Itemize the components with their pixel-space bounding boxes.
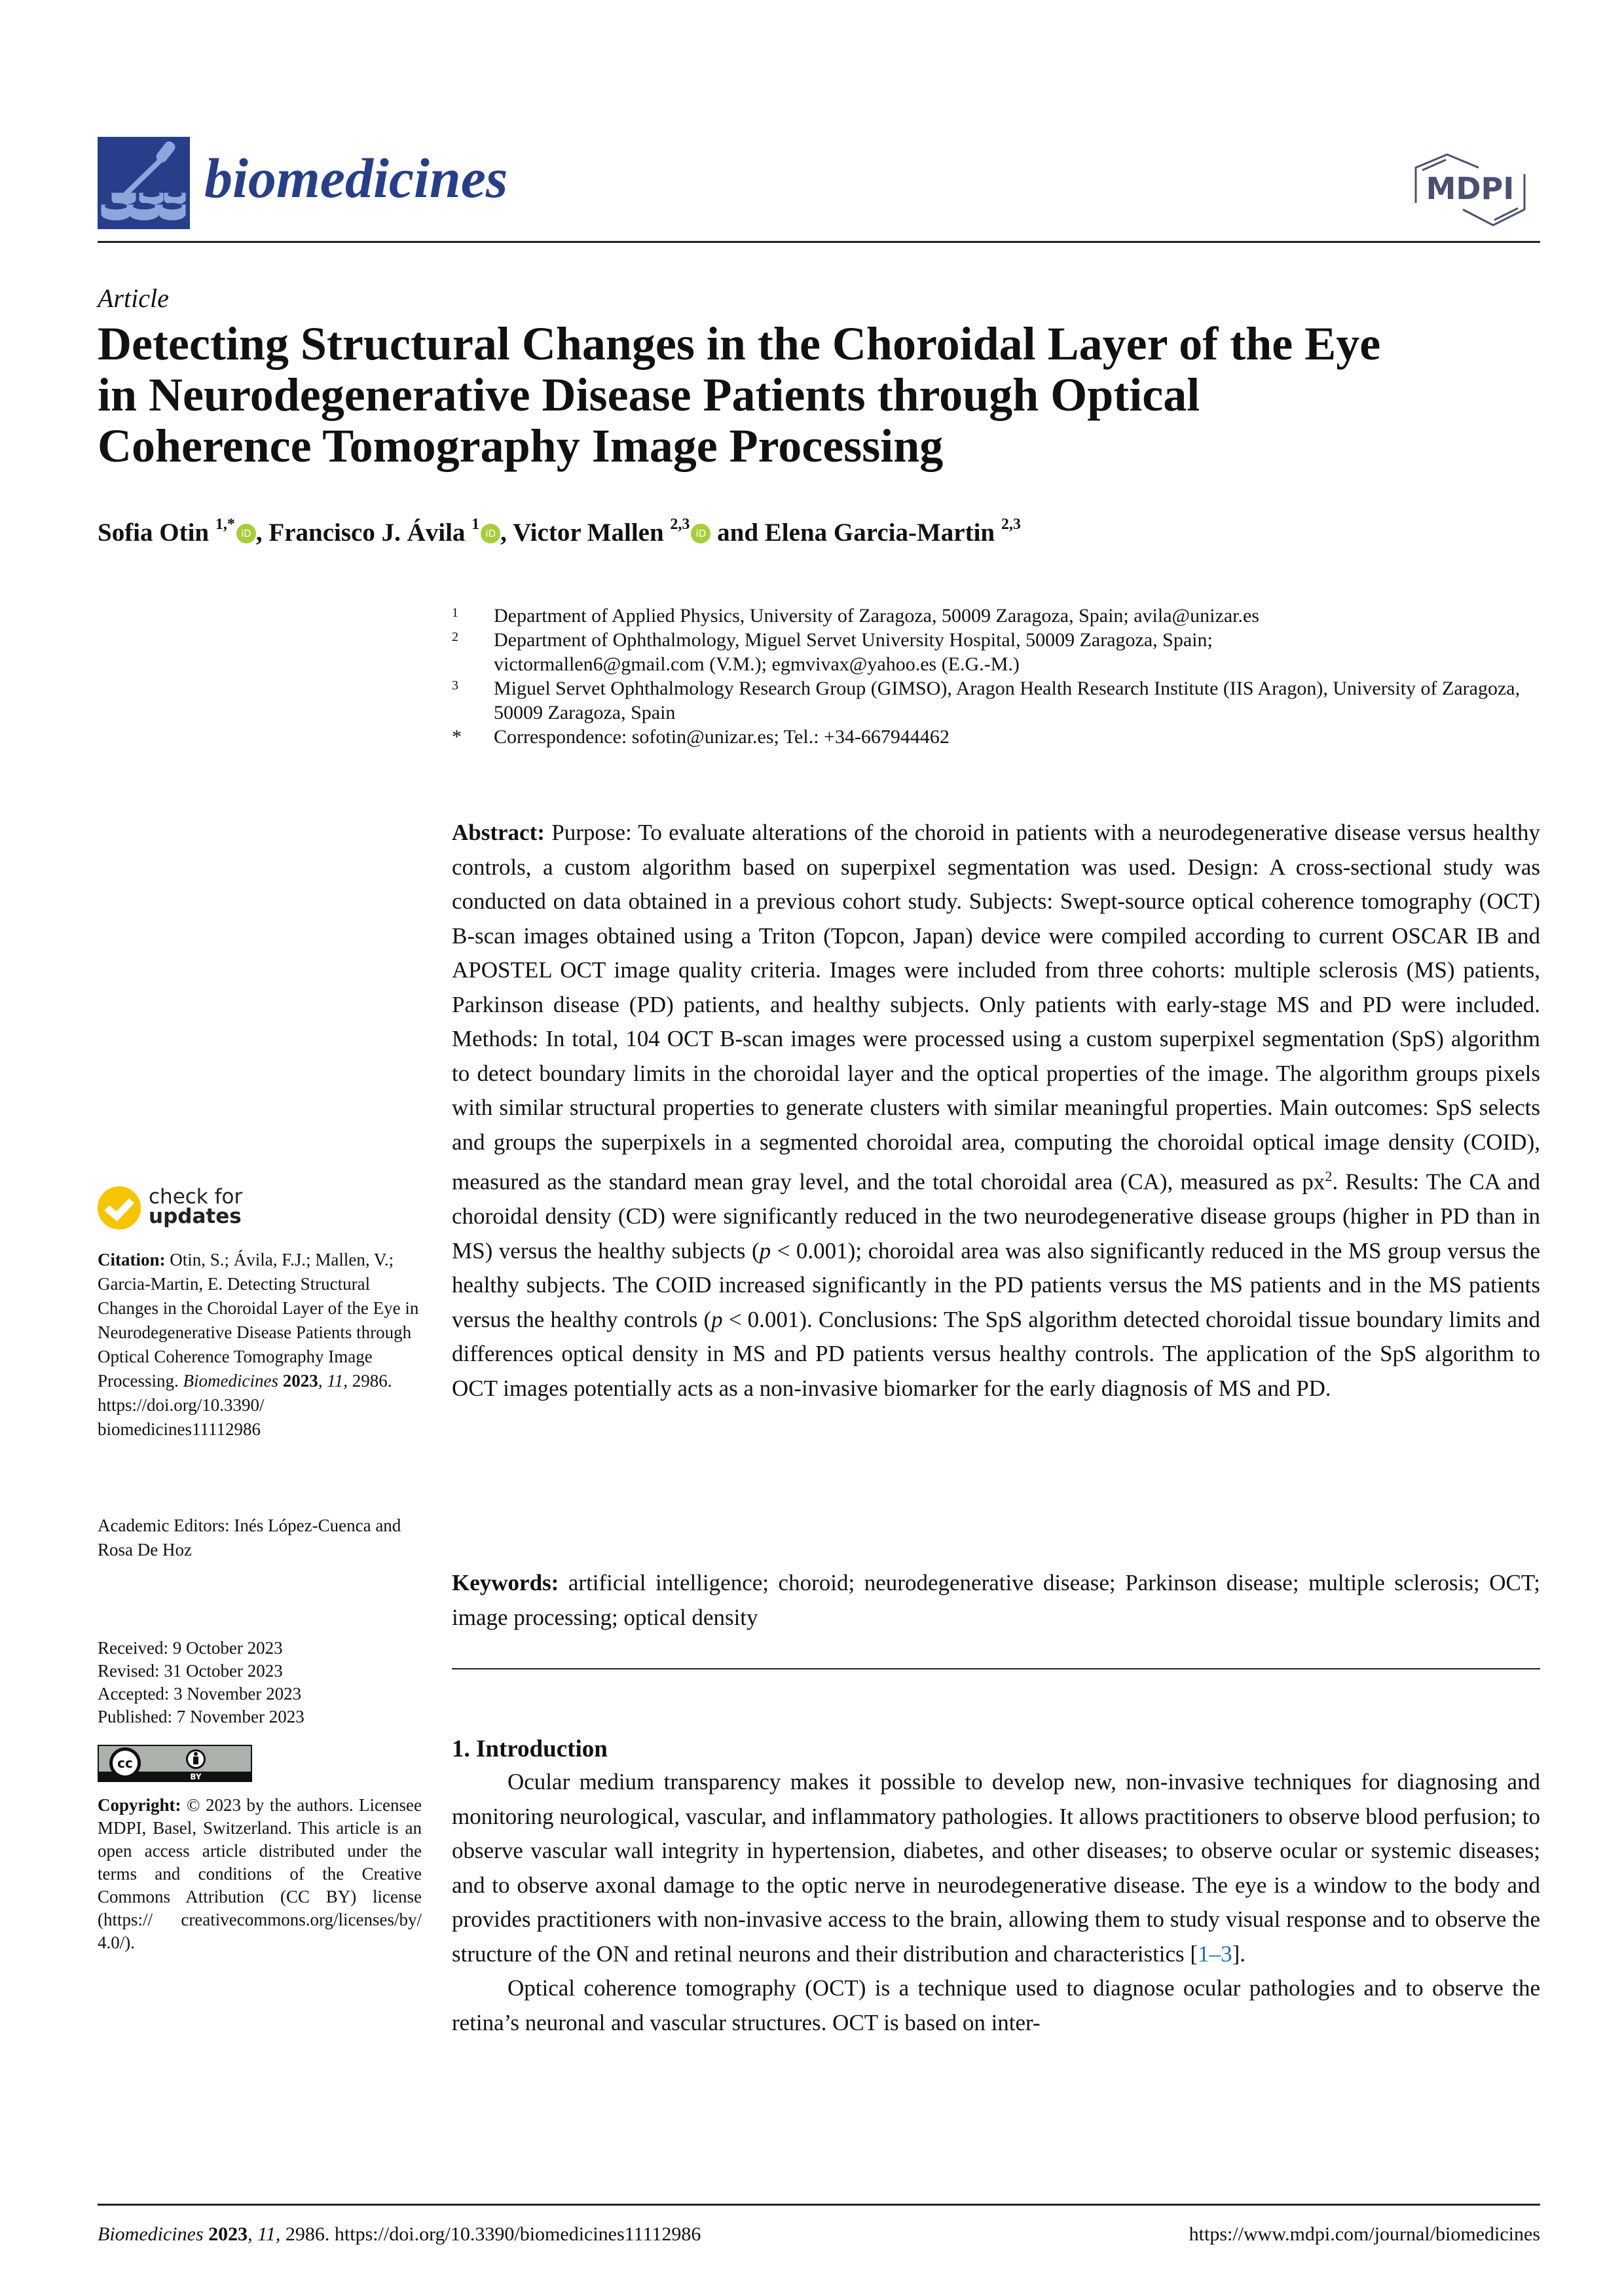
attribution-icon — [193, 1757, 198, 1764]
affiliation-item — [452, 676, 1552, 725]
correspondence: Correspondence: sofotin@unizar.es; Tel.: +34-667944462 — [494, 726, 950, 748]
author-separator: , — [500, 519, 513, 547]
author-affiliation-sup: 2,3 — [1001, 516, 1021, 533]
title-line: Detecting Structural Changes in the Choroidal Layer of the Eye — [98, 318, 1381, 370]
footer-journal: Biomedicines — [98, 2223, 204, 2245]
title-line: Coherence Tomography Image Processing — [98, 420, 944, 472]
author-name[interactable]: Victor Mallen — [512, 519, 664, 547]
author-affiliation-sup: 1,* — [215, 516, 235, 533]
author-name[interactable]: Elena Garcia-Martin — [764, 519, 995, 547]
author-list — [98, 511, 1021, 549]
affiliations — [452, 604, 1552, 749]
footer-journal-url[interactable]: https://www.mdpi.com/journal/biomedicines — [1189, 2223, 1540, 2245]
citation — [98, 1248, 422, 1442]
p-value-symbol: p — [711, 1306, 723, 1332]
abstract-text: < 0.001). Conclusions: The SpS algorithm detected choroidal tissue boundary limits and differences optical density in MS and PD patients versus healthy controls. The application of the SpS algorithm to OCT images potentially acts as a non-invasive biomarker for the early diagnosis of MS and PD. — [452, 1306, 1540, 1401]
paragraph — [452, 1765, 1540, 1971]
author-separator: and — [710, 519, 765, 547]
check-updates-label: check for — [149, 1185, 243, 1209]
orcid-icon[interactable]: iD — [481, 524, 500, 543]
citation-volume: , 11, — [318, 1371, 348, 1391]
affiliation-item — [452, 628, 1552, 676]
abstract — [452, 816, 1540, 1406]
p-value-symbol: p — [759, 1237, 771, 1264]
affiliation-number: 1 — [452, 606, 458, 620]
author-affiliation-sup: 2,3 — [670, 516, 690, 533]
mdpi-logo — [1408, 152, 1532, 229]
svg-text:MDPI: MDPI — [1426, 171, 1515, 206]
journal-name: biomedicines — [204, 147, 508, 210]
affiliation-number: 3 — [452, 678, 458, 693]
received-date: Received: 9 October 2023 — [98, 1638, 283, 1658]
citation-label: Citation: — [98, 1250, 166, 1269]
citation-text: Otin, S.; Ávila, F.J.; Mallen, V.; Garcia-Martin, E. Detecting Structural Changes in the Choroidal Layer of the Eye in Neurodegenerative Disease Patients through Optical Coherence Tomography Image Processing. — [98, 1250, 419, 1391]
footer-citation — [98, 2223, 701, 2246]
author-separator: , — [255, 519, 269, 547]
check-updates-label: updates — [149, 1205, 242, 1228]
check-for-updates-button[interactable] — [98, 1186, 255, 1233]
paragraph-text: ]. — [1232, 1941, 1246, 1967]
footer-divider — [98, 2204, 1540, 2206]
cc-icon: cc — [117, 1755, 133, 1771]
author-affiliation-sup: 1 — [471, 516, 480, 533]
author-name[interactable]: Sofia Otin — [98, 519, 210, 547]
cc-by-license-badge[interactable] — [98, 1745, 252, 1782]
reference-dash: – — [1209, 1941, 1221, 1967]
citation-doi-link[interactable]: 2986. https://doi.org/10.3390/ biomedicines11112986 — [98, 1371, 392, 1439]
introduction-body — [452, 1765, 1540, 2040]
copyright-notice — [98, 1794, 422, 1954]
paragraph-text: Ocular medium transparency makes it possible to develop new, non-invasive techniques for diagnosing and monitoring neurological, vascular, and inflammatory pathologies. It allows practitioners to observe blood perfusion; to observe vascular wall integrity in hypertension, diabetes, and other diseases; to observe ocular or systemic diseases; and to observe axonal damage to the optic nerve in neurodegenerative disease. The eye is a window to the body and provides practitioners with non-invasive access to the brain, allowing them to study visual response and to observe the structure of the ON and retinal neurons and their distribution and characteristics [ — [452, 1769, 1540, 1967]
orcid-icon[interactable]: iD — [691, 524, 710, 543]
affiliation-text: Miguel Servet Ophthalmology Research Group (GIMSO), Aragon Health Research Institute (IIS Aragon), University of Zaragoza, 50009 Zaragoza, Spain — [494, 678, 1521, 723]
accepted-date: Accepted: 3 November 2023 — [98, 1684, 302, 1704]
journal-logo — [98, 137, 190, 229]
title-line: in Neurodegenerative Disease Patients through Optical — [98, 369, 1200, 421]
section-divider — [452, 1668, 1540, 1669]
author-name[interactable]: Francisco J. Ávila — [268, 519, 466, 547]
abstract-label: Abstract: — [452, 820, 545, 845]
reference-link[interactable]: 3 — [1221, 1941, 1232, 1967]
paragraph: Optical coherence tomography (OCT) is a technique used to diagnose ocular pathologies and to observe the retina’s neuronal and vascular structures. OCT is based on inter- — [452, 1975, 1540, 2035]
keywords — [452, 1566, 1540, 1635]
abstract-text: Purpose: To evaluate alterations of the choroid in patients with a neurodegenerative disease versus healthy controls, a custom algorithm based on superpixel segmentation was used. Design: A cross-sectional study was conducted on data obtained in a previous cohort study. Subjects: Swept-source optical coherence tomography (OCT) B-scan images obtained using a Triton (Topcon, Japan) device were compiled according to current OSCAR IB and APOSTEL OCT image quality criteria. Images were included from three cohorts: multiple sclerosis (MS) patients, Parkinson disease (PD) patients, and healthy subjects. Only patients with early-stage MS and PD were included. Methods: In total, 104 OCT B-scan images were processed using a custom superpixel segmentation (SpS) algorithm to detect boundary limits in the choroidal layer and the optical properties of the image. The algorithm groups pixels with similar structural properties to generate clusters with similar meaningful properties. Main outcomes: SpS selects and groups the superpixels in a segmented choroidal area, computing the choroidal optical image density (COID), measured as the standard mean gray level, and the total choroidal area (CA), measured as px — [452, 820, 1540, 1195]
section-heading: 1. Introduction — [452, 1736, 608, 1762]
published-date: Published: 7 November 2023 — [98, 1707, 304, 1726]
svg-text:BY: BY — [190, 1772, 202, 1781]
publication-dates — [98, 1637, 422, 1728]
footer-doi-link[interactable]: 2986. https://doi.org/10.3390/biomedicines11112986 — [280, 2223, 701, 2245]
citation-journal: Biomedicines — [183, 1371, 278, 1391]
abstract-text: < 0.001); choroidal area was also significantly reduced in the MS group versus the healthy subjects. The COID increased significantly in the PD patients versus the MS patients and in the MS patients versus the healthy controls ( — [452, 1237, 1540, 1332]
keywords-text: artificial intelligence; choroid; neurodegenerative disease; Parkinson disease; multiple sclerosis; OCT; image processing; optical density — [452, 1570, 1540, 1630]
affiliation-number: * — [452, 726, 462, 748]
footer-volume: , 11, — [248, 2223, 281, 2245]
affiliation-text: Department of Ophthalmology, Miguel Servet University Hospital, 50009 Zaragoza, Spain; victormallen6@gmail.com (V.M.); egmvivax@yahoo.es (E.G.-M.) — [494, 629, 1213, 675]
header-divider — [98, 241, 1540, 243]
academic-editors: Academic Editors: Inés López-Cuenca and Rosa De Hoz — [98, 1516, 401, 1559]
affiliation-item — [452, 604, 1552, 628]
affiliation-item — [452, 725, 1552, 749]
abstract-text: . Results: The CA and choroidal density (CD) were significantly reduced in the two neurodegenerative disease groups (higher in PD than in MS) versus the healthy subjects ( — [452, 1169, 1540, 1264]
affiliation-text: Department of Applied Physics, University of Zaragoza, 50009 Zaragoza, Spain; avila@unizar.es — [494, 605, 1259, 627]
orcid-icon[interactable]: iD — [236, 524, 256, 543]
checkmark-icon — [98, 1186, 141, 1230]
article-title — [98, 318, 1551, 471]
superscript: 2 — [1325, 1168, 1333, 1184]
affiliation-number: 2 — [452, 630, 458, 644]
pipette-icon — [98, 137, 190, 229]
copyright-label: Copyright: — [98, 1795, 181, 1815]
article-type: Article — [98, 283, 169, 313]
citation-year: 2023 — [278, 1371, 318, 1391]
keywords-label: Keywords: — [452, 1570, 559, 1595]
copyright-text: © 2023 by the authors. Licensee MDPI, Basel, Switzerland. This article is an open access article distributed under the terms and conditions of the Creative Commons Attribution (CC BY) license (https:// creativecommons.org/licenses/by/ 4.0/). — [98, 1795, 422, 1952]
reference-link[interactable]: 1 — [1198, 1941, 1209, 1967]
footer-year: 2023 — [203, 2223, 248, 2245]
revised-date: Revised: 31 October 2023 — [98, 1661, 283, 1681]
